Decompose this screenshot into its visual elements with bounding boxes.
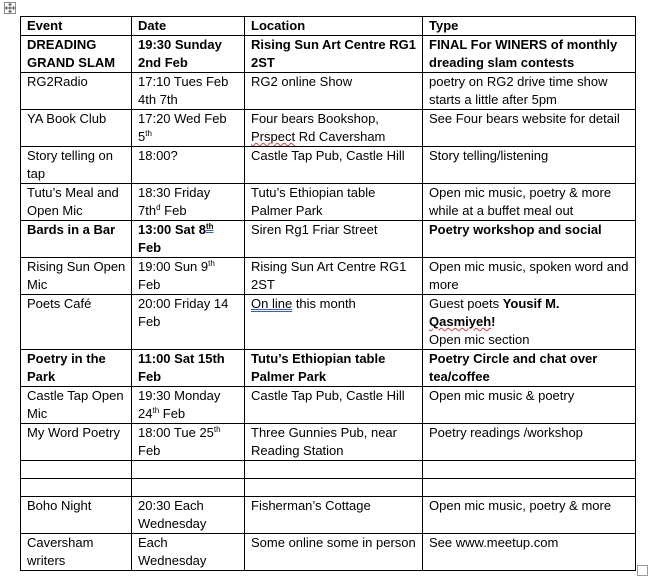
location-cell: Fisherman’s Cottage (245, 497, 423, 534)
column-header-date: Date (132, 17, 245, 36)
type-cell: See www.meetup.com (423, 534, 636, 571)
table-move-handle-icon[interactable] (4, 2, 16, 14)
date-cell: 11:00 Sat 15th Feb (132, 350, 245, 387)
date-cell: 19:30 Monday 24th Feb (132, 387, 245, 424)
event-cell: Rising Sun Open Mic (21, 258, 132, 295)
empty-cell (21, 479, 132, 497)
table-row (21, 73, 636, 110)
type-cell: poetry on RG2 drive time show starts a little after 5pm (423, 73, 636, 110)
location-cell: Rising Sun Art Centre RG1 2ST (245, 36, 423, 73)
location-cell: Rising Sun Art Centre RG1 2ST (245, 258, 423, 295)
column-header-location: Location (245, 17, 423, 36)
event-cell: Poets Café (21, 295, 132, 350)
empty-cell (423, 461, 636, 479)
empty-cell (132, 461, 245, 479)
location-cell: Three Gunnies Pub, near Reading Station (245, 424, 423, 461)
type-cell: Open mic music, poetry & more (423, 497, 636, 534)
event-cell: Poetry in the Park (21, 350, 132, 387)
event-cell: Bards in a Bar (21, 221, 132, 258)
event-cell: Boho Night (21, 497, 132, 534)
event-cell: Caversham writers (21, 534, 132, 571)
date-cell: 18:00? (132, 147, 245, 184)
empty-row (21, 461, 636, 479)
location-cell: Castle Tap Pub, Castle Hill (245, 387, 423, 424)
events-table (20, 16, 636, 571)
table-row (21, 147, 636, 184)
type-cell: See Four bears website for detail (423, 110, 636, 147)
location-cell: Some online some in person (245, 534, 423, 571)
empty-cell (245, 461, 423, 479)
date-cell: 19:00 Sun 9th Feb (132, 258, 245, 295)
header-row (21, 17, 636, 36)
event-cell: DREADING GRAND SLAM (21, 36, 132, 73)
date-cell: 17:10 Tues Feb 4th 7th (132, 73, 245, 110)
empty-cell (132, 479, 245, 497)
event-cell: My Word Poetry (21, 424, 132, 461)
type-cell: Open mic music & poetry (423, 387, 636, 424)
event-cell: Tutu’s Meal and Open Mic (21, 184, 132, 221)
date-cell: 19:30 Sunday 2nd Feb (132, 36, 245, 73)
table-row (21, 424, 636, 461)
date-cell: 18:30 Friday $7th^d$ Feb (132, 184, 245, 221)
type-cell: Poetry readings /workshop (423, 424, 636, 461)
column-header-event: Event (21, 17, 132, 36)
table-row (21, 387, 636, 424)
empty-cell (245, 479, 423, 497)
table-row (21, 350, 636, 387)
date-cell: Each Wednesday (132, 534, 245, 571)
table-row (21, 184, 636, 221)
type-cell: Open mic music, poetry & more while at a buffet meal out (423, 184, 636, 221)
date-cell: 13:00 Sat 8th Feb (132, 221, 245, 258)
table-row (21, 497, 636, 534)
location-cell: Siren Rg1 Friar Street (245, 221, 423, 258)
event-cell: Story telling on tap (21, 147, 132, 184)
event-cell: Castle Tap Open Mic (21, 387, 132, 424)
event-cell: YA Book Club (21, 110, 132, 147)
date-cell: 17:20 Wed Feb 5th (132, 110, 245, 147)
column-header-type: Type (423, 17, 636, 36)
spelling-flag: Qasmiyeh (429, 314, 492, 329)
type-cell: Open mic music, spoken word and more (423, 258, 636, 295)
date-cell: 20:00 Friday 14 Feb (132, 295, 245, 350)
empty-cell (21, 461, 132, 479)
table-row (21, 534, 636, 571)
table-row (21, 36, 636, 73)
location-cell: RG2 online Show (245, 73, 423, 110)
table-row (21, 221, 636, 258)
location-cell: Four bears Bookshop, Prspect Rd Caversham (245, 110, 423, 147)
spelling-flag: Prspect (251, 129, 296, 144)
type-cell: Poetry workshop and social (423, 221, 636, 258)
date-cell: 18:00 Tue 25th Feb (132, 424, 245, 461)
online-link[interactable]: On line (251, 296, 293, 311)
location-cell: Castle Tap Pub, Castle Hill (245, 147, 423, 184)
date-cell: 20:30 Each Wednesday (132, 497, 245, 534)
table-resize-handle[interactable] (637, 565, 648, 576)
event-cell: RG2Radio (21, 73, 132, 110)
empty-row (21, 479, 636, 497)
location-cell: On line this month (245, 295, 423, 350)
location-cell: Tutu’s Ethiopian table Palmer Park (245, 184, 423, 221)
table-row (21, 110, 636, 147)
location-cell: Tutu’s Ethiopian table Palmer Park (245, 350, 423, 387)
type-cell: Guest poets Yousif M. Qasmiyeh! Open mic section (423, 295, 636, 350)
type-cell: Poetry Circle and chat over tea/coffee (423, 350, 636, 387)
table-row (21, 295, 636, 350)
type-cell: FINAL For WINERS of monthly dreading slam contests (423, 36, 636, 73)
table-row (21, 258, 636, 295)
type-cell: Story telling/listening (423, 147, 636, 184)
empty-cell (423, 479, 636, 497)
